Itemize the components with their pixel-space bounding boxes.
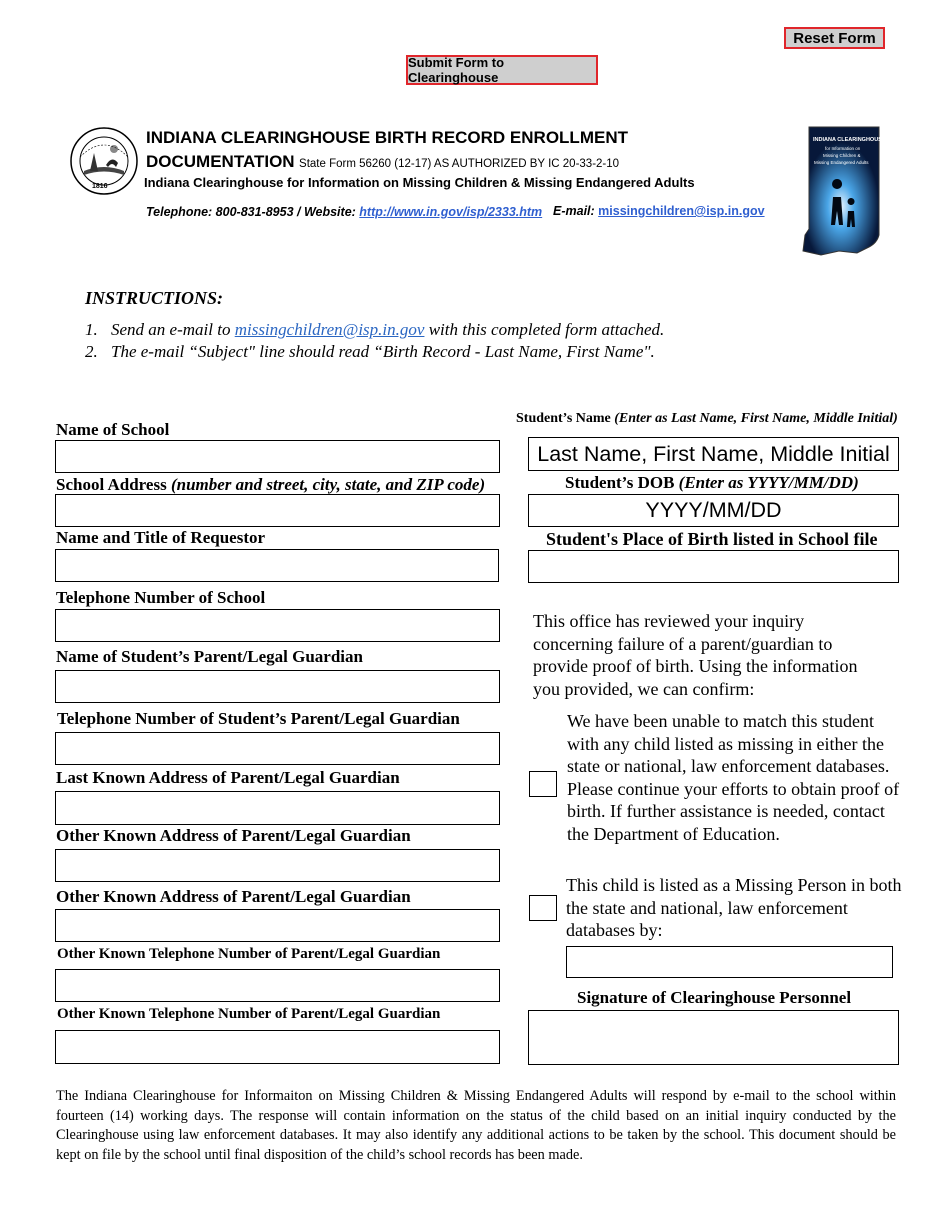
instruction-email-link[interactable]: missingchildren@isp.in.gov — [234, 320, 425, 339]
school-address-label — [56, 475, 485, 495]
no-match-text: We have been unable to match this student with any child listed as missing in either the state or national, law enforcement databases. Please continue your efforts to obtain proof of birth. If further assistance is needed, contact the Department of Education. — [567, 711, 900, 844]
website-link[interactable]: http://www.in.gov/isp/2333.htm — [359, 205, 543, 219]
seal-year: 1816 — [92, 183, 108, 190]
form-title-line1: INDIANA CLEARINGHOUSE BIRTH RECORD ENROLLMENT — [146, 128, 628, 147]
student-name-hint: (Enter as Last Name, First Name, Middle Initial) — [614, 411, 898, 426]
missing-person-checkbox[interactable] — [529, 895, 557, 921]
instructions-heading: INSTRUCTIONS: — [85, 288, 224, 308]
requestor-input[interactable] — [55, 549, 499, 582]
dob-input[interactable] — [528, 494, 899, 527]
form-info: State Form 56260 (12-17) AS AUTHORIZED BY IC 20-33-2-10 — [299, 158, 620, 170]
dob-label-text: Student’s DOB — [565, 473, 679, 492]
no-match-checkbox[interactable] — [529, 771, 557, 797]
other-phone-2-input[interactable] — [55, 1030, 500, 1064]
logo-sub3: Missing Endangered Adults — [814, 160, 869, 165]
instruction-2 — [85, 342, 655, 362]
other-address-2-input[interactable] — [55, 909, 500, 942]
form-title-line2-row — [146, 152, 619, 172]
instruction-1-post: with this completed form attached. — [424, 320, 665, 339]
other-address-1-input[interactable] — [55, 849, 500, 882]
form-title-line2: DOCUMENTATION — [146, 152, 295, 171]
logo-sub1: for Information on — [825, 146, 861, 151]
instruction-1-number: 1. — [85, 320, 98, 339]
school-name-label: Name of School — [56, 420, 170, 439]
last-address-input[interactable] — [55, 791, 500, 825]
submit-form-button[interactable]: Submit Form to Clearinghouse — [406, 55, 598, 85]
email-label: E-mail: — [553, 204, 599, 218]
missing-person-agency-input[interactable] — [566, 946, 893, 978]
school-address-input[interactable] — [55, 494, 500, 527]
email-line — [553, 204, 765, 218]
dob-placeholder: YYYY/MM/DD — [645, 498, 782, 522]
review-text: This office has reviewed your inquiry concerning failure of a parent/guardian to provide proof of birth. Using the information you provided, we can confirm: — [533, 611, 858, 699]
other-phone-1-label: Other Known Telephone Number of Parent/Legal Guardian — [57, 946, 441, 962]
last-address-label: Last Known Address of Parent/Legal Guardian — [56, 768, 400, 787]
other-address-2-label: Other Known Address of Parent/Legal Guardian — [56, 887, 411, 906]
dob-label — [565, 473, 859, 493]
dob-hint: (Enter as YYYY/MM/DD) — [678, 473, 859, 492]
footer-text: The Indiana Clearinghouse for Informaiton on Missing Children & Missing Endangered Adults will respond by e-mail to the school within fourteen (14) working days. The response will contain information on the status of the child based on an initial inquiry conducted by the Clearinghouse using law enforcement databases. It may also identify any additional actions to be taken by the school. This document should be kept on file by the school until final disposition of the child’s school records has been made. — [56, 1088, 896, 1163]
signature-input[interactable] — [528, 1010, 899, 1065]
instruction-2-number: 2. — [85, 342, 98, 361]
telephone-label: Telephone: 800-831-8953 / Website: — [146, 205, 360, 219]
missing-person-text: This child is listed as a Missing Person in both the state and national, law enforcement databases by: — [566, 875, 902, 940]
clearinghouse-logo — [799, 125, 885, 257]
birthplace-input[interactable] — [528, 550, 899, 583]
school-phone-input[interactable] — [55, 609, 500, 642]
org-name: Indiana Clearinghouse for Information on Missing Children & Missing Endangered Adults — [144, 175, 695, 190]
instruction-1-pre: Send an e-mail to — [111, 320, 235, 339]
reset-form-button[interactable]: Reset Form — [784, 27, 885, 49]
student-name-placeholder: Last Name, First Name, Middle Initial — [537, 441, 890, 466]
contact-line — [146, 205, 542, 219]
school-phone-label: Telephone Number of School — [56, 588, 266, 607]
school-name-input[interactable] — [55, 440, 500, 473]
other-phone-2-label: Other Known Telephone Number of Parent/Legal Guardian — [57, 1006, 441, 1022]
school-address-label-text: School Address — [56, 475, 171, 494]
guardian-phone-input[interactable] — [55, 732, 500, 765]
requestor-label: Name and Title of Requestor — [56, 528, 266, 547]
other-address-1-label: Other Known Address of Parent/Legal Guardian — [56, 826, 411, 845]
signature-label: Signature of Clearinghouse Personnel — [577, 988, 852, 1007]
logo-title: INDIANA CLEARINGHOUSE — [813, 137, 886, 143]
student-name-label — [516, 411, 898, 427]
student-name-label-text: Student’s Name — [516, 411, 615, 426]
guardian-name-input[interactable] — [55, 670, 500, 703]
logo-sub2: Missing Children & — [823, 153, 861, 158]
birthplace-label: Student's Place of Birth listed in School file — [546, 529, 878, 549]
email-link[interactable]: missingchildren@isp.in.gov — [598, 204, 765, 218]
other-phone-1-input[interactable] — [55, 969, 500, 1002]
school-address-hint: (number and street, city, state, and ZIP code) — [170, 475, 486, 494]
instruction-1 — [85, 320, 664, 340]
instruction-2-text: The e-mail “Subject" line should read “Birth Record - Last Name, First Name". — [111, 342, 655, 361]
student-name-input[interactable] — [528, 437, 899, 471]
guardian-name-label: Name of Student’s Parent/Legal Guardian — [56, 647, 363, 666]
guardian-phone-label: Telephone Number of Student’s Parent/Legal Guardian — [57, 709, 460, 728]
